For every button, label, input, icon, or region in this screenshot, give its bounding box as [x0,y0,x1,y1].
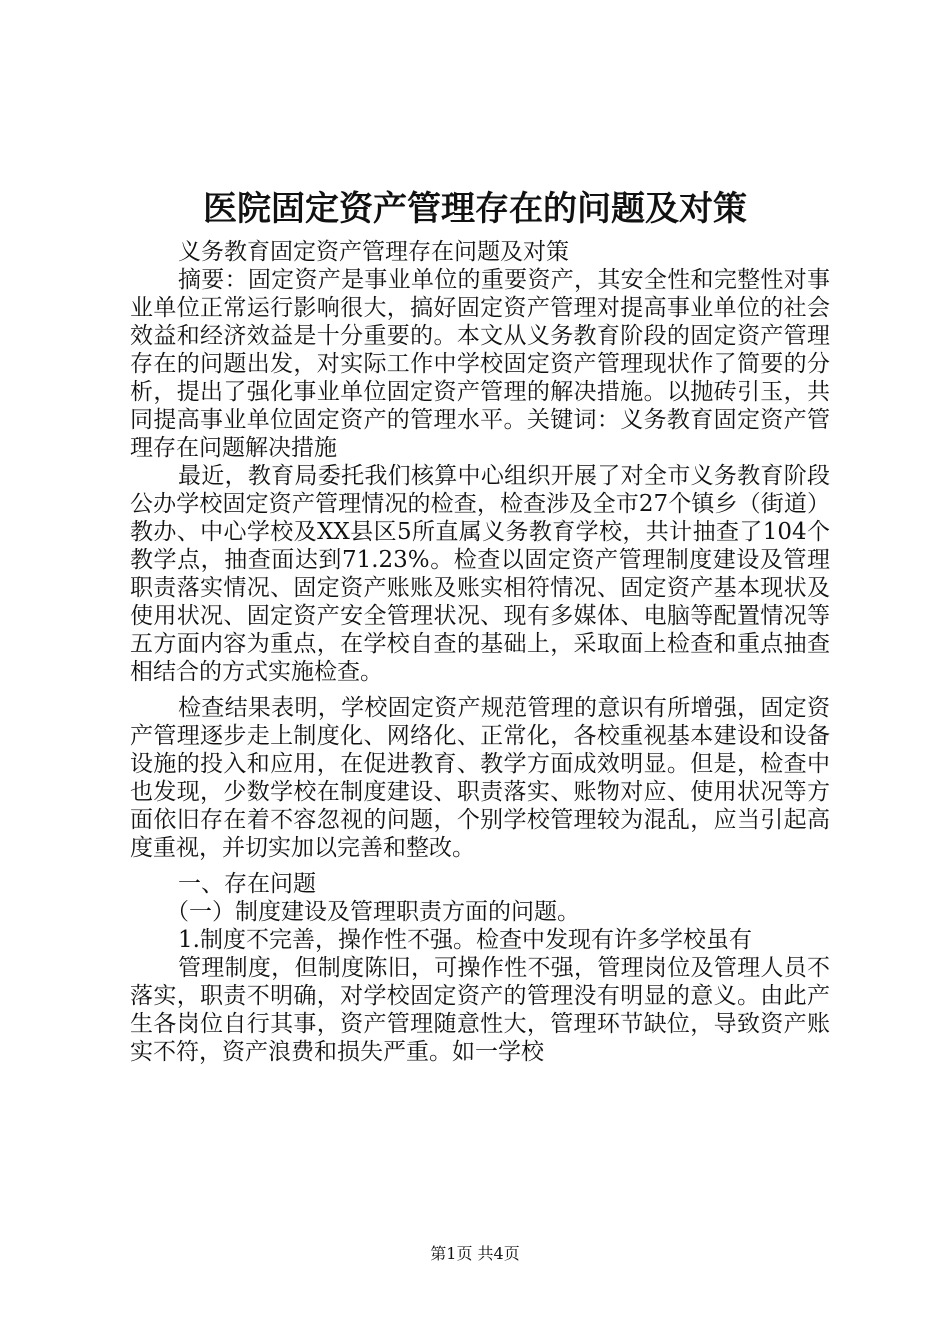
body-paragraph: 管理制度，但制度陈旧，可操作性不强，管理岗位及管理人员不落实，职责不明确，对学校固定资产的管理没有明显的意义。由此产生各岗位自行其事，资产管理随意性大，管理环节缺位，导致资产账实不符，资产浪费和损失严重。如一学校 [130,955,830,1065]
abstract-paragraph: 摘要：固定资产是事业单位的重要资产，其安全性和完整性对事业单位正常运行影响很大，搞好固定资产管理对提高事业单位的社会效益和经济效益是十分重要的。本文从义务教育阶段的固定资产管理存在的问题出发，对实际工作中学校固定资产管理现状作了简要的分析，提出了强化事业单位固定资产管理的解决措施。以抛砖引玉，共同提高事业单位固定资产的管理水平。关键词：义务教育固定资产管理存在问题解决措施 [130,267,830,461]
section-heading: 一、存在问题 [178,871,316,897]
subtitle-paragraph: 义务教育固定资产管理存在问题及对策 [178,239,569,265]
document-body [130,238,830,1066]
paragraph-gap [130,686,830,694]
paragraph-gap [130,862,830,870]
list-item-heading: 1.制度不完善，操作性不强。检查中发现有许多学校虽有 [178,927,752,953]
subsection-heading: （一）制度建设及管理职责方面的问题。 [166,899,580,925]
page-number-footer: 第1页 共4页 [430,1244,520,1263]
body-paragraph: 检查结果表明，学校固定资产规范管理的意识有所增强，固定资产管理逐步走上制度化、网络化、正常化，各校重视基本建设和设备设施的投入和应用，在促进教育、教学方面成效明显。但是，检查中也发现，少数学校在制度建设、职责落实、账物对应、使用状况等方面依旧存在着不容忽视的问题，个别学校管理较为混乱，应当引起高度重视，并切实加以完善和整改。 [130,695,830,861]
body-paragraph: 最近，教育局委托我们核算中心组织开展了对全市义务教育阶段公办学校固定资产管理情况的检查，检查涉及全市27个镇乡（街道）教办、中心学校及XX县区5所直属义务教育学校，共计抽查了104个教学点，抽查面达到71.23%。检查以固定资产管理制度建设及管理职责落实情况、固定资产账账及账实相符情况、固定资产基本现状及使用状况、固定资产安全管理状况、现有多媒体、电脑等配置情况等五方面内容为重点，在学校自查的基础上，采取面上检查和重点抽查相结合的方式实施检查。 [130,463,830,685]
document-title: 医院固定资产管理存在的问题及对策 [203,189,747,229]
